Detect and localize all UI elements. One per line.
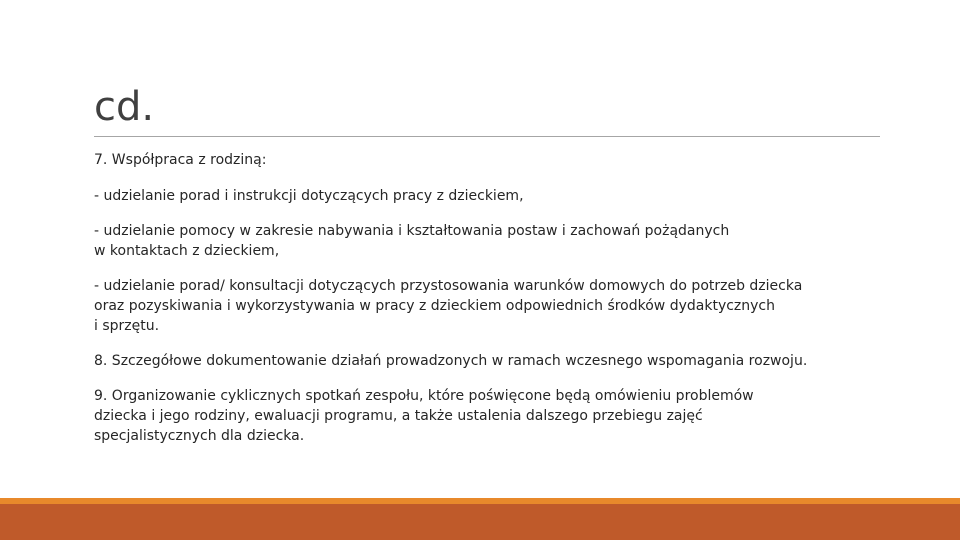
text-line: i sprzętu. — [94, 318, 160, 334]
text-line: - udzielanie pomocy w zakresie nabywania i kształtowania postaw i zachowań pożądanych — [94, 223, 730, 239]
paragraph-advice — [94, 186, 894, 206]
paragraph-9 — [94, 386, 894, 446]
text-line: dziecka i jego rodziny, ewaluacji programu, a także ustalenia dalszego przebiegu zajęć — [94, 408, 703, 424]
text-line: 8. Szczegółowe dokumentowanie działań prowadzonych w ramach wczesnego wspomagania rozwoju. — [94, 353, 808, 369]
text-line: specjalistycznych dla dziecka. — [94, 428, 305, 444]
text-line: 9. Organizowanie cyklicznych spotkań zespołu, które poświęcone będą omówieniu problemów — [94, 388, 754, 404]
paragraph-8 — [94, 351, 894, 371]
text-line: oraz pozyskiwania i wykorzystywania w pracy z dzieckiem odpowiednich środków dydaktycznych — [94, 298, 776, 314]
slide-body — [94, 150, 894, 446]
text-line: - udzielanie porad i instrukcji dotyczących pracy z dzieckiem, — [94, 188, 524, 204]
title-divider — [94, 136, 880, 137]
text-line: 7. Współpraca z rodziną: — [94, 152, 267, 168]
paragraph-consultation — [94, 276, 894, 336]
text-line: w kontaktach z dzieckiem, — [94, 243, 280, 259]
footer-bar — [0, 504, 960, 540]
paragraph-7 — [94, 150, 894, 170]
slide-title: cd. — [94, 84, 155, 130]
text-line: - udzielanie porad/ konsultacji dotyczących przystosowania warunków domowych do potrzeb dziecka — [94, 278, 803, 294]
paragraph-support — [94, 221, 894, 261]
